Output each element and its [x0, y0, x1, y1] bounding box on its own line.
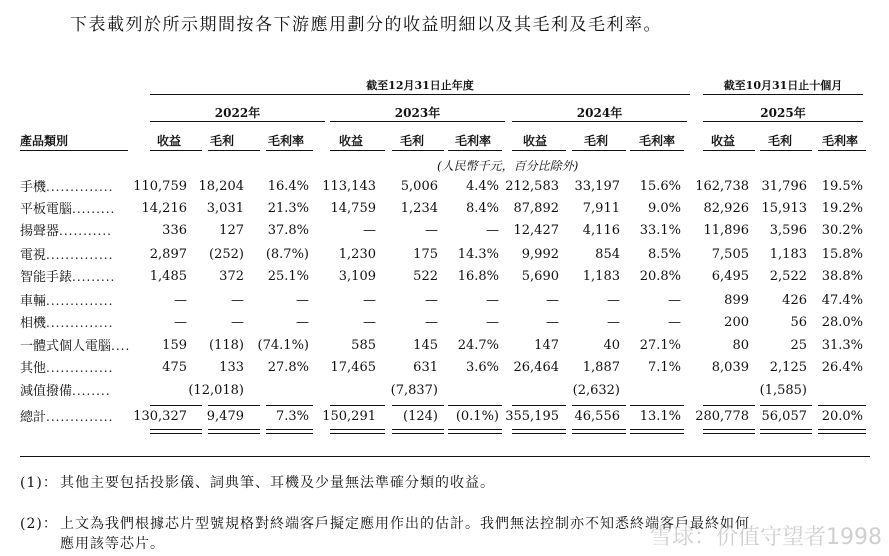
table-cell: (118): [209, 338, 244, 353]
table-cell: 46,556: [574, 409, 620, 424]
total-double-rule: [266, 429, 313, 434]
watermark: 雪球：价值守望者1998: [650, 525, 882, 550]
table-cell: 7,505: [711, 247, 749, 262]
column-header-revenue: 收益: [522, 134, 547, 148]
table-cell: (7,837): [390, 383, 438, 398]
column-header-rule: [330, 150, 385, 151]
table-row: [0, 246, 889, 264]
table-cell: 30.2%: [821, 223, 863, 238]
table-cell: 15,913: [761, 201, 807, 216]
row-label-text: 智能手錶: [20, 270, 73, 285]
table-cell: 3,109: [338, 269, 376, 284]
subtotal-rule: [208, 405, 260, 406]
column-header-revenue: 收益: [338, 134, 363, 148]
table-row: [0, 337, 889, 355]
table-cell: 28.0%: [821, 315, 863, 330]
table-cell: —: [425, 315, 438, 330]
column-header-rule: [392, 150, 444, 151]
leader-dots: ..............: [46, 294, 114, 308]
table-cell: 130,327: [133, 409, 187, 424]
table-cell: 56: [790, 315, 807, 330]
table-cell: 37.8%: [267, 223, 309, 238]
total-double-rule: [448, 429, 502, 434]
table-cell: 47.4%: [821, 293, 863, 308]
leader-dots: ........: [72, 384, 111, 398]
table-cell: 1,183: [769, 247, 807, 262]
table-cell: 31.3%: [821, 338, 863, 353]
column-header-margin: 毛利率: [454, 134, 491, 148]
total-double-rule: [630, 429, 684, 434]
table-cell: (252): [209, 247, 244, 262]
table-cell: 19.2%: [821, 201, 863, 216]
subtotal-rule: [150, 405, 202, 406]
year-2025: 2025年: [760, 106, 806, 120]
group-header-full-year: 截至12月31日止年度: [366, 79, 474, 92]
table-cell: 9,479: [206, 409, 244, 424]
table-cell: 9,992: [521, 247, 559, 262]
table-cell: —: [668, 293, 681, 308]
table-cell: 8.4%: [465, 201, 499, 216]
year-rule: [330, 121, 505, 122]
table-cell: 26.4%: [821, 360, 863, 375]
table-cell: 40: [603, 338, 620, 353]
table-cell: 25.1%: [267, 269, 309, 284]
column-header-margin: 毛利率: [638, 134, 675, 148]
table-cell: 4,116: [582, 223, 620, 238]
table-cell: —: [486, 315, 499, 330]
table-cell: 87,892: [513, 201, 559, 216]
table-cell: 25: [790, 338, 807, 353]
column-header-gross-profit: 毛利: [767, 134, 792, 148]
table-cell: 15.8%: [821, 247, 863, 262]
table-cell: (124): [403, 409, 438, 424]
table-cell: (1,585): [759, 383, 807, 398]
category-header: 產品類別: [20, 134, 69, 148]
table-cell: (0.1%): [455, 409, 499, 424]
table-cell: 27.8%: [267, 360, 309, 375]
year-rule: [512, 121, 687, 122]
table-cell: 13.1%: [639, 409, 681, 424]
year-2023: 2023年: [394, 106, 441, 120]
table-cell: (12,018): [188, 383, 244, 398]
table-cell: 212,583: [505, 179, 559, 194]
table-row: [0, 359, 889, 377]
table-row: [0, 292, 889, 310]
table-cell: 162,738: [695, 179, 749, 194]
column-header-margin: 毛利率: [267, 134, 304, 148]
column-header-margin: 毛利率: [821, 134, 858, 148]
table-cell: 5,006: [400, 179, 438, 194]
table-cell: 1,887: [582, 360, 620, 375]
note-2-continuation: 應用該等芯片。: [60, 536, 165, 552]
table-cell: 12,427: [513, 223, 559, 238]
subtotal-rule: [572, 405, 626, 406]
table-cell: 1,234: [400, 201, 438, 216]
table-cell: (8.7%): [265, 247, 309, 262]
leader-dots: ....: [111, 339, 131, 353]
table-cell: 854: [595, 247, 620, 262]
group-header-rule: [150, 94, 690, 95]
leader-dots: ..............: [46, 248, 114, 262]
table-cell: 17,465: [330, 360, 376, 375]
table-cell: 7,911: [582, 201, 620, 216]
table-cell: —: [363, 293, 376, 308]
table-cell: 38.8%: [821, 269, 863, 284]
subtotal-rule: [512, 405, 566, 406]
table-cell: 1,230: [338, 247, 376, 262]
table-cell: —: [296, 293, 309, 308]
leader-dots: .........: [72, 202, 116, 216]
total-double-rule: [330, 429, 385, 434]
table-cell: 82,926: [703, 201, 749, 216]
table-cell: 7.3%: [275, 409, 309, 424]
table-cell: —: [174, 315, 187, 330]
table-cell: 31,796: [761, 179, 807, 194]
table-row: [0, 382, 889, 400]
table-cell: 200: [724, 315, 749, 330]
table-cell: —: [546, 293, 559, 308]
column-header-rule: [208, 150, 260, 151]
table-cell: 6,495: [711, 269, 749, 284]
table-cell: 1,485: [149, 269, 187, 284]
total-double-rule: [512, 429, 566, 434]
table-cell: 14,759: [330, 201, 376, 216]
table-cell: 159: [162, 338, 187, 353]
total-double-rule: [760, 429, 812, 434]
table-cell: 1,183: [582, 269, 620, 284]
column-header-rule: [818, 150, 866, 151]
subtotal-rule: [630, 405, 684, 406]
table-cell: 14,216: [141, 201, 187, 216]
table-cell: 2,125: [769, 360, 807, 375]
column-header-rule: [448, 150, 502, 151]
year-2022: 2022年: [214, 106, 261, 120]
column-header-gross-profit: 毛利: [583, 134, 608, 148]
total-double-rule: [572, 429, 626, 434]
unit-note: (人民幣千元，百分比除外): [437, 159, 579, 173]
group-header-ten-months: 截至10月31日止十個月: [723, 79, 843, 92]
column-header-rule: [760, 150, 812, 151]
table-cell: 2,522: [769, 269, 807, 284]
table-cell: 175: [413, 247, 438, 262]
table-cell: 27.1%: [639, 338, 681, 353]
table-cell: —: [363, 315, 376, 330]
table-cell: 426: [782, 293, 807, 308]
table-cell: —: [231, 315, 244, 330]
column-header-rule: [703, 150, 755, 151]
leader-dots: ..............: [46, 410, 114, 424]
table-cell: 631: [413, 360, 438, 375]
table-cell: 280,778: [695, 409, 749, 424]
column-header-rule: [150, 150, 202, 151]
table-cell: 18,204: [198, 179, 244, 194]
year-rule: [703, 121, 863, 122]
table-cell: 19.5%: [821, 179, 863, 194]
table-cell: —: [486, 293, 499, 308]
subtotal-rule: [330, 405, 385, 406]
table-cell: —: [425, 223, 438, 238]
subtotal-rule: [760, 405, 812, 406]
subtotal-rule: [818, 405, 866, 406]
year-2024: 2024年: [576, 106, 623, 120]
table-cell: 585: [351, 338, 376, 353]
table-cell: 336: [162, 223, 187, 238]
table-cell: 145: [413, 338, 438, 353]
row-label-text: 其他: [20, 361, 47, 376]
table-cell: 113,143: [322, 179, 376, 194]
table-cell: (74.1%): [257, 338, 309, 353]
note-text: 上文為我們根據芯片型號規格對終端客戶擬定應用作出的估計。我們無法控制亦不知悉終端客戶最終如何: [60, 516, 750, 532]
table-cell: —: [425, 293, 438, 308]
group-header-rule: [703, 94, 863, 95]
row-label-text: 總計: [20, 410, 47, 425]
table-cell: 20.8%: [639, 269, 681, 284]
table-cell: 24.7%: [457, 338, 499, 353]
table-cell: 372: [219, 269, 244, 284]
table-cell: 150,291: [322, 409, 376, 424]
note-number: (1)：: [20, 475, 58, 491]
table-cell: 16.8%: [457, 269, 499, 284]
table-cell: —: [174, 293, 187, 308]
table-row: [0, 268, 889, 286]
table-cell: 522: [413, 269, 438, 284]
table-cell: 21.3%: [267, 201, 309, 216]
leader-dots: ...........: [59, 224, 112, 238]
row-label-text: 減值撥備: [20, 384, 73, 399]
table-row: [0, 178, 889, 196]
intro-text: 下表載列於所示期間按各下游應用劃分的收益明細以及其毛利及毛利率。: [70, 15, 662, 35]
table-cell: 127: [219, 223, 244, 238]
notes-divider: [20, 456, 870, 457]
note-number: (2)：: [20, 516, 58, 532]
table-cell: 26,464: [513, 360, 559, 375]
table-cell: 8,039: [711, 360, 749, 375]
table-cell: 475: [162, 360, 187, 375]
table-cell: —: [231, 293, 244, 308]
subtotal-rule: [392, 405, 444, 406]
leader-dots: ..............: [46, 361, 114, 375]
column-header-rule: [20, 150, 128, 151]
column-header-gross-profit: 毛利: [399, 134, 424, 148]
total-double-rule: [703, 429, 755, 434]
column-header-rule: [512, 150, 566, 151]
table-cell: 16.4%: [267, 179, 309, 194]
row-label-text: 電視: [20, 248, 47, 263]
table-cell: 147: [534, 338, 559, 353]
table-cell: —: [363, 223, 376, 238]
subtotal-rule: [266, 405, 313, 406]
table-cell: —: [546, 315, 559, 330]
table-cell: 33,197: [574, 179, 620, 194]
leader-dots: ..............: [46, 316, 114, 330]
table-row: [0, 314, 889, 332]
table-cell: 56,057: [761, 409, 807, 424]
table-cell: 14.3%: [457, 247, 499, 262]
table-row: [0, 222, 889, 240]
column-header-revenue: 收益: [710, 134, 735, 148]
table-cell: 9.0%: [647, 201, 681, 216]
subtotal-rule: [448, 405, 502, 406]
table-cell: (2,632): [572, 383, 620, 398]
row-label-text: 揚聲器: [20, 224, 60, 239]
total-double-rule: [392, 429, 444, 434]
leader-dots: ..............: [46, 180, 114, 194]
total-double-rule: [818, 429, 866, 434]
table-cell: 8.5%: [647, 247, 681, 262]
note-text: 其他主要包括投影儀、詞典筆、耳機及少量無法準確分類的收益。: [60, 475, 495, 491]
table-cell: 80: [732, 338, 749, 353]
table-cell: 33.1%: [639, 223, 681, 238]
table-cell: —: [486, 223, 499, 238]
row-label-text: 手機: [20, 180, 47, 195]
table-cell: 110,759: [133, 179, 187, 194]
row-label-text: 一體式個人電腦: [20, 339, 112, 354]
column-header-gross-profit: 毛利: [209, 134, 234, 148]
table-cell: 5,690: [521, 269, 559, 284]
column-header-rule: [266, 150, 313, 151]
table-cell: 3.6%: [465, 360, 499, 375]
table-cell: 15.6%: [639, 179, 681, 194]
subtotal-rule: [703, 405, 755, 406]
table-cell: 899: [724, 293, 749, 308]
table-cell: 355,195: [505, 409, 559, 424]
table-cell: —: [668, 315, 681, 330]
total-double-rule: [150, 429, 202, 434]
row-label-text: 平板電腦: [20, 202, 73, 217]
table-cell: 7.1%: [647, 360, 681, 375]
table-cell: 3,031: [206, 201, 244, 216]
table-row: [0, 200, 889, 218]
column-header-rule: [630, 150, 684, 151]
table-cell: —: [607, 293, 620, 308]
table-cell: 11,896: [703, 223, 749, 238]
table-cell: —: [607, 315, 620, 330]
table-cell: 20.0%: [821, 409, 863, 424]
leader-dots: .........: [72, 270, 116, 284]
table-row: [0, 408, 889, 426]
column-header-revenue: 收益: [156, 134, 181, 148]
table-cell: —: [296, 315, 309, 330]
row-label-text: 車輛: [20, 294, 47, 309]
table-cell: 3,596: [769, 223, 807, 238]
table-cell: 2,897: [149, 247, 187, 262]
year-rule: [150, 121, 325, 122]
table-cell: 133: [219, 360, 244, 375]
row-label-text: 相機: [20, 316, 47, 331]
table-cell: 4.4%: [465, 179, 499, 194]
total-double-rule: [208, 429, 260, 434]
column-header-rule: [572, 150, 626, 151]
